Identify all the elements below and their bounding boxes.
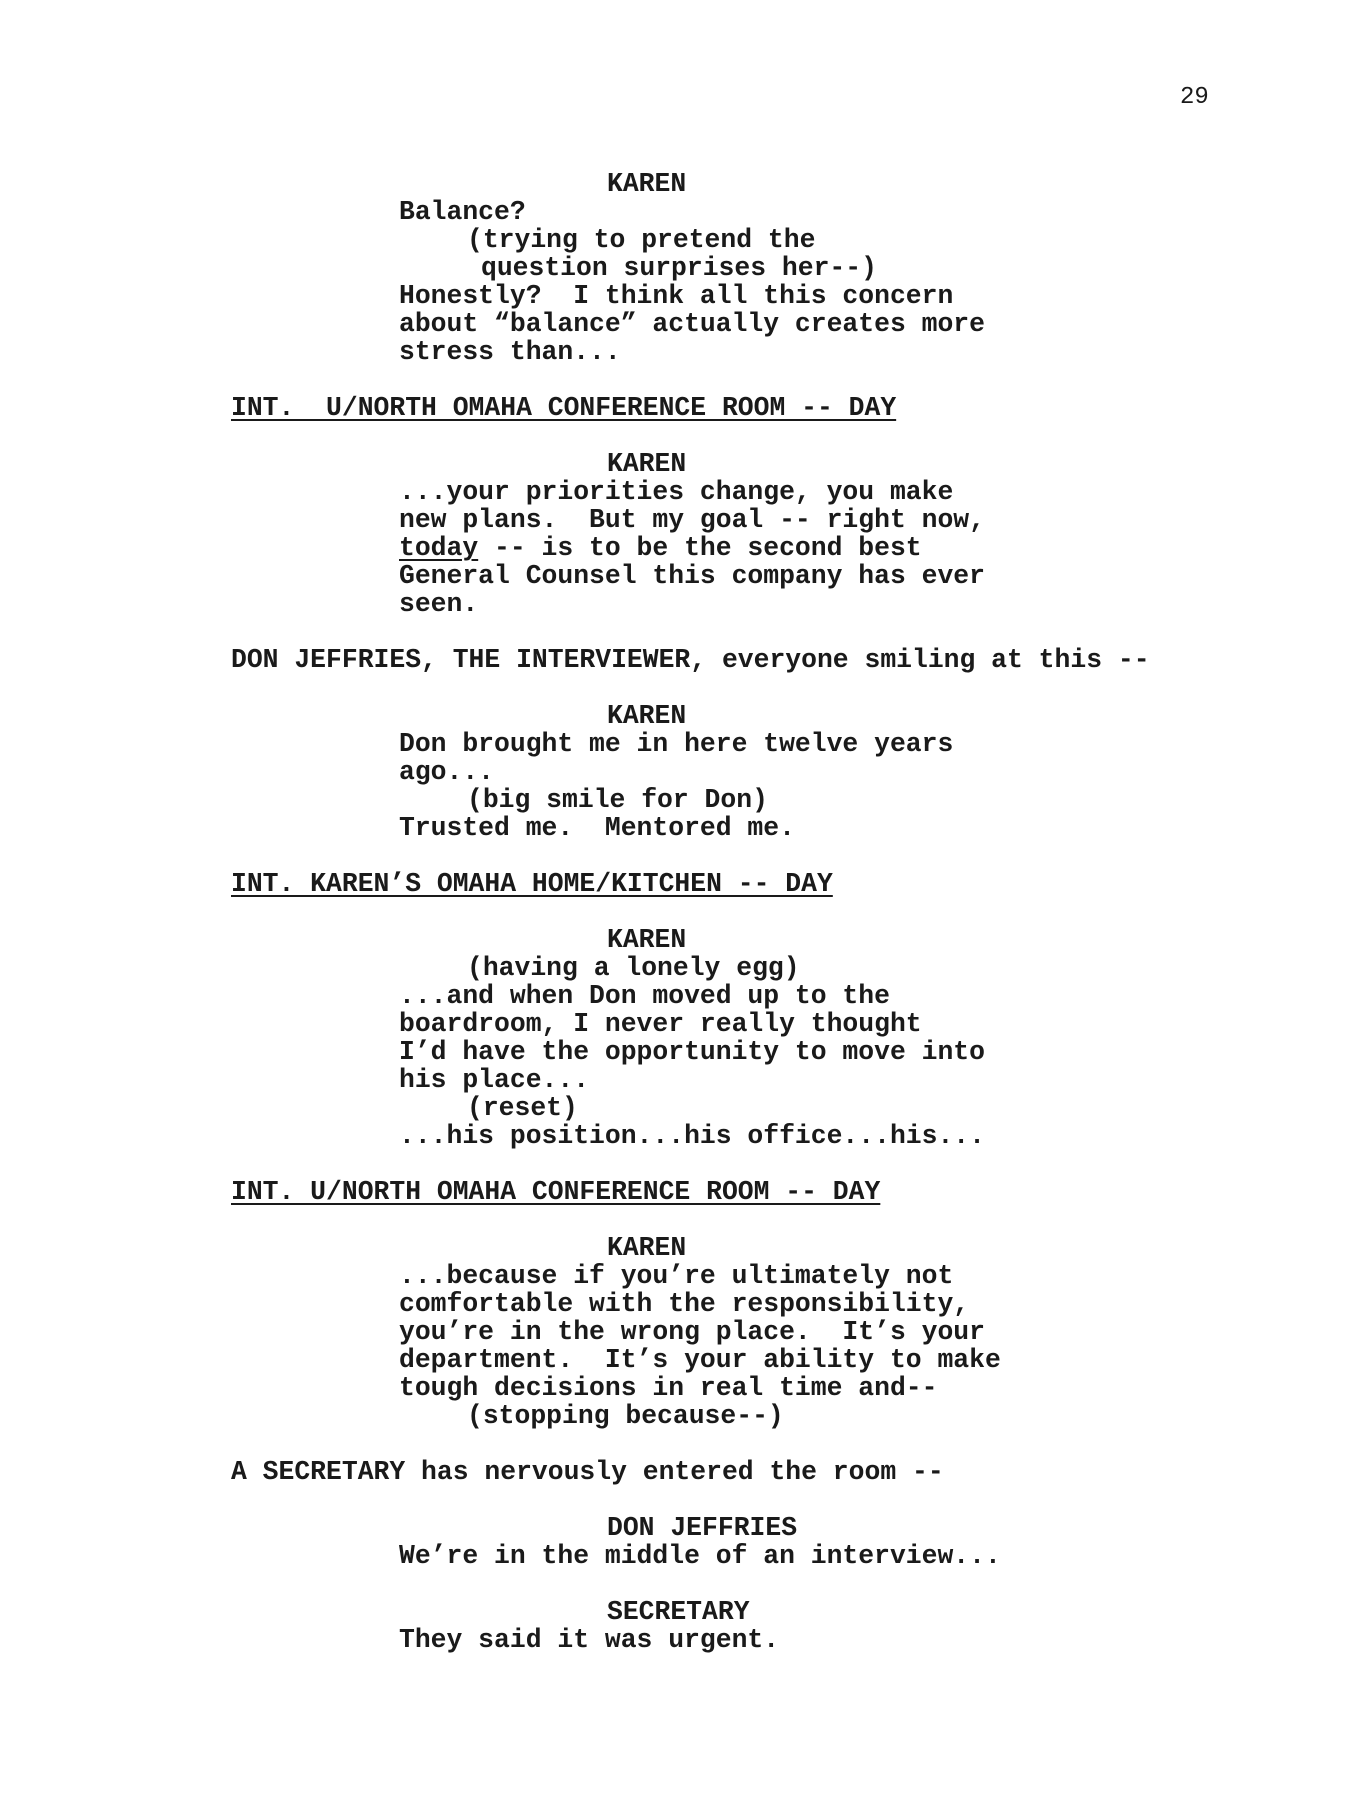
dialogue-line: stress than... <box>399 337 621 367</box>
action-line: A SECRETARY has nervously entered the room -- <box>231 1457 944 1487</box>
dialogue-line: I’d have the opportunity to move into <box>399 1037 985 1067</box>
parenthetical: (stopping because--) <box>467 1401 784 1431</box>
page-number: 29 <box>1180 84 1209 111</box>
dialogue-line: department. It’s your ability to make <box>399 1345 1001 1375</box>
dialogue-line: tough decisions in real time and-- <box>399 1373 938 1403</box>
dialogue-line: his place... <box>399 1065 590 1095</box>
dialogue-line: Balance? <box>399 197 526 227</box>
scene-heading: INT. U/NORTH OMAHA CONFERENCE ROOM -- DAY <box>231 1177 881 1207</box>
character-name: KAREN <box>607 169 687 199</box>
dialogue-line: ...because if you’re ultimately not <box>399 1261 954 1291</box>
dialogue-line: new plans. But my goal -- right now, <box>399 505 985 535</box>
dialogue-line: We’re in the middle of an interview... <box>399 1541 1001 1571</box>
dialogue-line: They said it was urgent. <box>399 1625 780 1655</box>
dialogue-line: ago... <box>399 757 495 787</box>
character-name: DON JEFFRIES <box>607 1513 798 1543</box>
dialogue-line: you’re in the wrong place. It’s your <box>399 1317 985 1347</box>
dialogue-line: General Counsel this company has ever <box>399 561 985 591</box>
character-name: KAREN <box>607 701 687 731</box>
dialogue-line: Trusted me. Mentored me. <box>399 813 795 843</box>
dialogue-line: boardroom, I never really thought <box>399 1009 922 1039</box>
parenthetical: (reset) <box>467 1093 578 1123</box>
dialogue-text: -- is to be the second best <box>478 533 922 563</box>
dialogue-line: ...your priorities change, you make <box>399 477 954 507</box>
dialogue-line: seen. <box>399 589 479 619</box>
character-name: KAREN <box>607 449 687 479</box>
emphasized-word: today <box>399 533 479 563</box>
dialogue-line: comfortable with the responsibility, <box>399 1289 970 1319</box>
character-name: KAREN <box>607 925 687 955</box>
dialogue-line: ...his position...his office...his... <box>399 1121 985 1151</box>
scene-heading: INT. U/NORTH OMAHA CONFERENCE ROOM -- DAY <box>231 393 897 423</box>
scene-heading: INT. KAREN’S OMAHA HOME/KITCHEN -- DAY <box>231 869 833 899</box>
parenthetical: (big smile for Don) <box>467 785 768 815</box>
parenthetical: question surprises her--) <box>481 253 877 283</box>
dialogue-line: Honestly? I think all this concern <box>399 281 954 311</box>
dialogue-line: ...and when Don moved up to the <box>399 981 890 1011</box>
parenthetical: (having a lonely egg) <box>467 953 800 983</box>
dialogue-line: about “balance” actually creates more <box>399 309 985 339</box>
dialogue-line <box>399 534 922 562</box>
dialogue-line: Don brought me in here twelve years <box>399 729 954 759</box>
character-name: KAREN <box>607 1233 687 1263</box>
action-line: DON JEFFRIES, THE INTERVIEWER, everyone smiling at this -- <box>231 645 1150 675</box>
character-name: SECRETARY <box>607 1597 750 1627</box>
parenthetical: (trying to pretend the <box>467 225 816 255</box>
